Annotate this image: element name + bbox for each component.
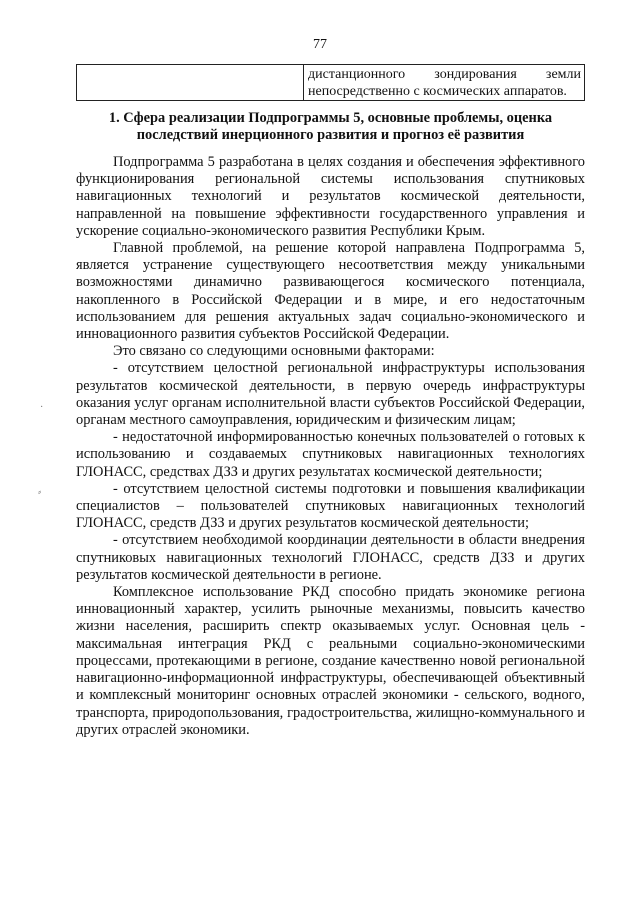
continuation-table [76,64,585,101]
paragraph-purpose: Подпрограмма 5 разработана в целях создания и обеспечения эффективного функционирования региональной системы использования спутниковых навигационных технологий и результатов космической деятельности, направленной на повышение эффективности государственного управления и ускорение социально-экономического развития Республики Крым. [76,154,585,239]
body-text [76,154,585,739]
table-cell-empty [77,65,304,101]
section-heading-line-1: 1. Сфера реализации Подпрограммы 5, основные проблемы, оценка [108,110,553,126]
table-cell-line-2: непосредственно с космических аппаратов. [308,84,567,99]
list-item-factor-2: - недостаточной информированностью конечных пользователей о готовых к использованию и создаваемых спутниковых навигационных технологиях ГЛОНАСС, средствах ДЗЗ и других результатах космической деятельности; [76,429,585,480]
scan-speck: · [40,402,44,413]
table-cell-line-1: дистанционного зондирования земли [308,67,581,82]
page-number: 77 [313,37,327,52]
paragraph-main-problem: Главной проблемой, на решение которой направлена Подпрограмма 5, является устранение существующего несоответствия между уникальными возможностями динамично развивающегося космического потенциала, накопленного в Российской Федерации и в мире, и его недостаточным использованием для решения актуальных задач социально-экономического и инновационного развития субъектов Российской Федерации. [76,240,585,343]
list-item-factor-3: - отсутствием целостной системы подготовки и повышения квалификации специалистов – пользователей спутниковых навигационных технологий ГЛОНАСС, средств ДЗЗ и других результатов космической деятельности; [76,480,585,532]
list-item-factor-4: - отсутствием необходимой координации деятельности в области внедрения спутниковых навигационных технологий ГЛОНАСС, средств ДЗЗ и других результатов космической деятельности в регионе. [76,532,585,583]
table-cell-text [304,65,585,101]
paragraph-factors-intro: Это связано со следующими основными факторами: [113,343,435,360]
table-row [77,65,585,101]
section-heading-line-2: последствий инерционного развития и прогноз её развития [136,127,525,143]
list-item-factor-1: - отсутствием целостной региональной инфраструктуры использования результатов космической деятельности, в первую очередь инфраструктуры оказания услуг органам исполнительной власти субъектов Российской Федерации, органам местного самоуправления, юридическим и физическим лицам; [76,360,585,429]
section-heading [76,110,585,144]
paragraph-complex-use: Комплексное использование РКД способно придать экономике региона инновационный характер, усилить рыночные механизмы, повысить качество жизни населения, расширить спектр оказываемых услуг. Основная цель - максимальная интеграция РКД с реальными социально-экономическими процессами, протекающими в регионе, создание качественно новой региональной навигационно-информационной инфраструктуры, обеспечивающей объективный и комплексный мониторинг основных отраслей экономики - сельского, водного, транспорта, природопользования, градостроительства, жилищно-коммунального и других отраслей экономики. [76,584,585,738]
scan-speck: ⸗ [38,487,42,498]
